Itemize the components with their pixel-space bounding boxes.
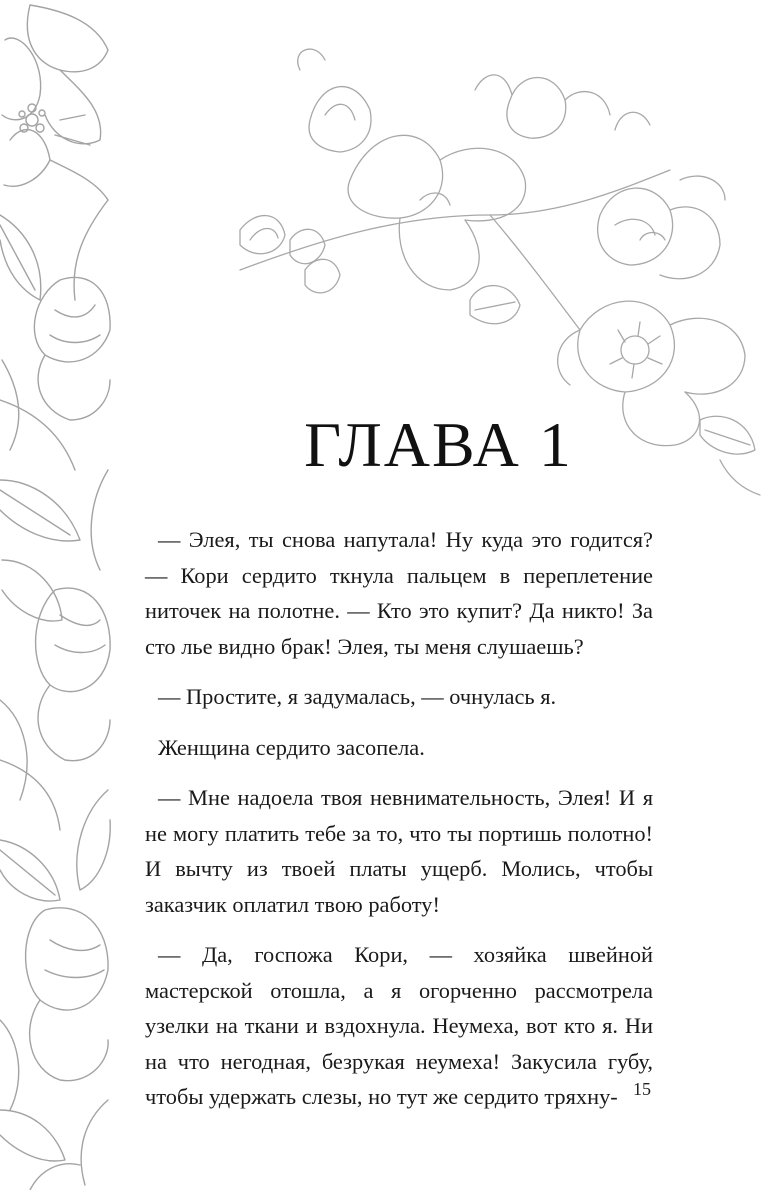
paragraph: — Мне надоела твоя невнимательность, Элея! И я не могу платить тебе за то, что ты портишь полотно! И вычту из твоей платы ущерб. Молись, чтобы заказчик оплатил твою работу! [145,785,653,917]
paragraph: — Простите, я задумалась, — очнулась я. [158,684,557,709]
paragraph: — Да, госпожа Кори, — хозяйка швейной мастерской отошла, а я огорченно рассмотрела узелки на ткани и вздохнула. Неумеха, вот кто я. Ни на что негодная, безрукая неумеха! Закусила губу, чтобы удержать слезы, но тут же сердито тряхну- [145,942,653,1109]
paragraph: Женщина сердито засопела. [158,734,425,760]
chapter-title: ГЛАВА 1 [304,409,573,480]
paragraph: — Элея, ты снова напутала! Ну куда это годится? — Кори сердито ткнула пальцем в переплетение ниточек на полотне. — Кто это купит? Да никто! За сто лье видно брак! Элея, ты меня слушаешь? [145,527,653,659]
body-text [145,522,653,1130]
page-number: 15 [633,1079,651,1099]
floral-border-icon [0,0,112,1190]
